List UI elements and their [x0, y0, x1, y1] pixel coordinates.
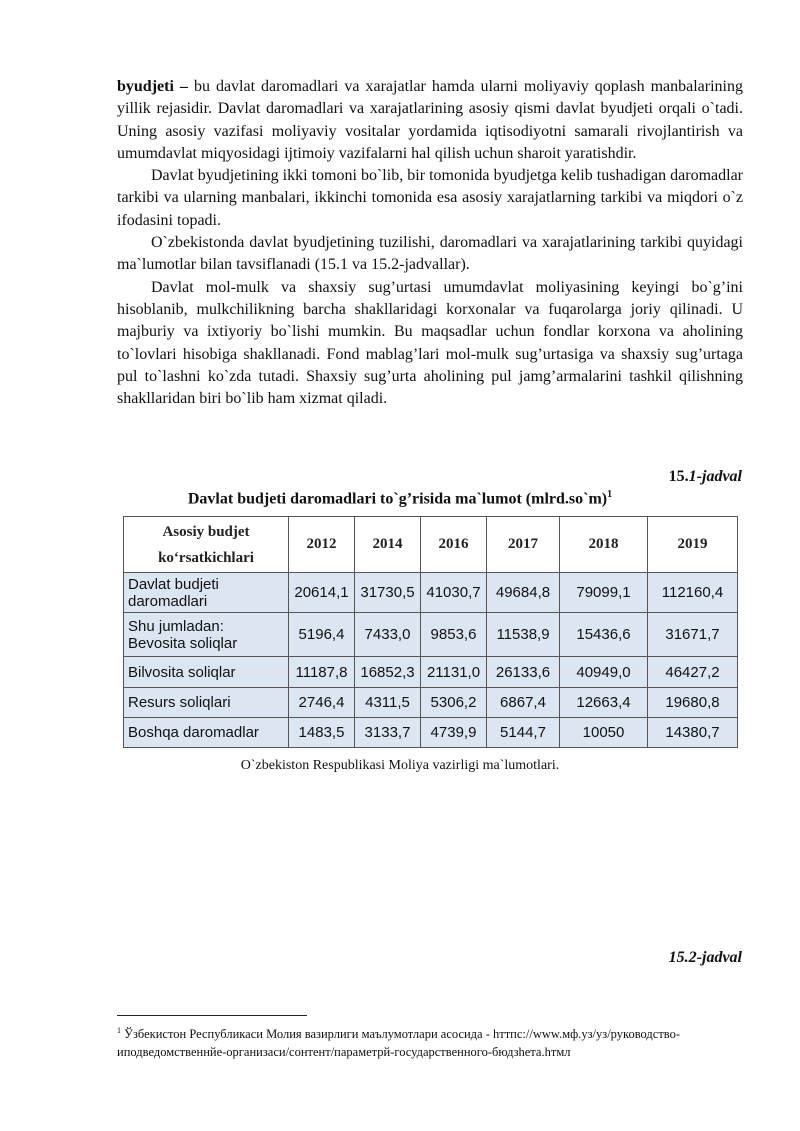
table-cell: 49684,8 [487, 573, 560, 613]
header-year: 2012 [289, 517, 355, 573]
table-cell: 14380,7 [648, 717, 738, 747]
table-cell: 4311,5 [355, 687, 421, 717]
table-cell: 11187,8 [289, 657, 355, 687]
term-budget: byudjeti – [117, 78, 188, 95]
header-label-cell: Asosiy budjet ko‘rsatkichlari [124, 517, 289, 573]
row-label: Bilvosita soliqlar [124, 657, 289, 687]
table-cell: 41030,7 [421, 573, 487, 613]
paragraph-3: O`zbekistonda davlat byudjetining tuzilishi, daromadlari va xarajatlarining tarkibi quyidagi ma`lumotlar bilan tavsiflanadi (15.1 va 15.2-jadvallar). [117, 234, 743, 274]
table-cell: 6867,4 [487, 687, 560, 717]
table-cell: 4739,9 [421, 717, 487, 747]
table-cell: 31730,5 [355, 573, 421, 613]
table-cell: 11538,9 [487, 613, 560, 657]
paragraph-2: Davlat byudjetining ikki tomoni bo`lib, bir tomonida byudjetga kelib tushadigan daromadlar tarkibi va ularning manbalari, ikkinchi tomonida esa asosiy xarajatlarning tarkibi va miqdori o`z ifodasini topadi. [117, 167, 743, 229]
row-label: Shu jumladan: Bevosita soliqlar [124, 613, 289, 657]
table-row [124, 573, 738, 613]
header-year: 2017 [487, 517, 560, 573]
table-row [124, 657, 738, 687]
table-cell: 9853,6 [421, 613, 487, 657]
table-cell: 5306,2 [421, 687, 487, 717]
body-text [117, 76, 743, 410]
table-cell: 3133,7 [355, 717, 421, 747]
header-year: 2019 [648, 517, 738, 573]
paragraph-1 [117, 76, 743, 165]
table-cell: 16852,3 [355, 657, 421, 687]
table-cell: 46427,2 [648, 657, 738, 687]
table-cell: 40949,0 [560, 657, 648, 687]
table-cell: 15436,6 [560, 613, 648, 657]
revenue-table [123, 516, 737, 748]
table-row [124, 717, 738, 747]
paragraph-1-text: bu davlat daromadlari va xarajatlar hamda ularni moliyaviy qoplash manbalarining yillik rejasidir. Davlat daromadlari va xarajatlarining asosiy qismi davlat byudjeti orqali o`tadi. Uning asosiy vazifasi moliyaviy vositalar yordamida iqtisodiyotni samarali rivojlantirish va umumdavlat miqyosidagi ijtimoiy vazifalarni hal qilish uchun sharoit yaratishdir. [117, 78, 743, 162]
header-year: 2018 [560, 517, 648, 573]
table-1-title: Davlat budjeti daromadlari to`g’risida ma`lumot (mlrd.so`m)$^1$ [187, 489, 613, 508]
table-cell: 31671,7 [648, 613, 738, 657]
footnote-mark: 1 [607, 489, 613, 500]
footnote [117, 1022, 747, 1061]
table-cell: 21131,0 [421, 657, 487, 687]
row-label: Boshqa daromadlar [124, 717, 289, 747]
table-cell: 5196,4 [289, 613, 355, 657]
table-cell: 1483,5 [289, 717, 355, 747]
table-header-row [124, 517, 738, 573]
table-1-number: 15.1-jadval [668, 468, 742, 485]
table-row [124, 613, 738, 657]
header-year: 2014 [355, 517, 421, 573]
table-cell: 112160,4 [648, 573, 738, 613]
header-year: 2016 [421, 517, 487, 573]
footnote-divider [117, 1015, 307, 1016]
table-cell: 10050 [560, 717, 648, 747]
table-2-number: 15.2-jadval [668, 949, 742, 966]
table-cell: 79099,1 [560, 573, 648, 613]
table-source: O`zbekiston Respublikasi Moliya vazirligi ma`lumotlari. [240, 758, 560, 773]
row-label: Resurs soliqlari [124, 687, 289, 717]
table-cell: 5144,7 [487, 717, 560, 747]
table-cell: 20614,1 [289, 573, 355, 613]
footnote-number: 1 [117, 1026, 121, 1035]
table-cell: 7433,0 [355, 613, 421, 657]
table-cell: 2746,4 [289, 687, 355, 717]
row-label: Davlat budjeti daromadlari [124, 573, 289, 613]
table-row [124, 687, 738, 717]
revenue-data-table [123, 516, 738, 748]
table-cell: 19680,8 [648, 687, 738, 717]
table-cell: 26133,6 [487, 657, 560, 687]
table-cell: 12663,4 [560, 687, 648, 717]
footnote-text: Ўзбекистон Республикаси Молия вазирлиги маълумотлари асосида - hттпс://www.мф.уз/уз/руководство-иподведомственнйе-организаси/сонтент/параметрй-государственного-бюдзhета.hтмл [117, 1027, 681, 1060]
paragraph-4: Davlat mol-mulk va shaxsiy sug’urtasi umumdavlat moliyasining keyingi bo`g’ini hisoblanib, mulkchilikning barcha shakllaridagi korxonalar va fuqarolarga joriy qilinadi. U majburiy va ixtiyoriy bo`lishi mumkin. Bu maqsadlar uchun fondlar korxona va aholining to`lovlari hisobiga shakllanadi. Fond mablag’lari mol-mulk sug’urtasiga va shaxsiy sug’urtaga pul to`lashni ko`zda tutadi. Shaxsiy sug’urta aholining pul jamg’armalarini tashkil qilishning shakllaridan biri bo`lib ham xizmat qiladi. [117, 278, 743, 408]
